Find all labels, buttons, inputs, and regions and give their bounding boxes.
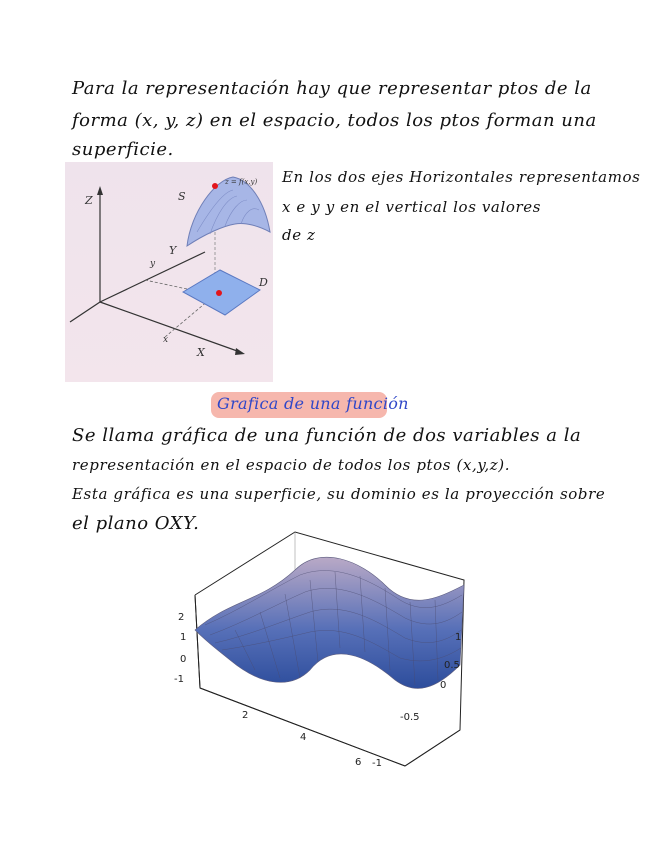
z-tick-label: -1 xyxy=(174,674,184,685)
left-axis-line xyxy=(70,302,100,322)
y-axis-label: Y xyxy=(169,244,177,257)
y-tick-label: -1 xyxy=(372,758,382,769)
surface-point xyxy=(212,183,218,189)
plot-box-edge xyxy=(200,688,405,766)
y-tick-label: -0.5 xyxy=(400,712,420,723)
z-tick-label: 0 xyxy=(180,654,187,665)
plot-box-edge xyxy=(405,730,460,766)
domain-surface-figure xyxy=(65,162,273,382)
x-point-label: x xyxy=(163,335,169,345)
surface-label: S xyxy=(178,190,186,203)
function-label: z = f(x,y) xyxy=(225,178,258,186)
note-line: forma (x, y, z) en el espacio, todos los ptos forman una xyxy=(72,110,597,131)
section-heading-text: Grafica de una función xyxy=(217,394,409,413)
side-note-line: de z xyxy=(282,226,316,244)
domain-point xyxy=(216,290,222,296)
note-line: Para la representación hay que representar ptos de la xyxy=(72,78,592,99)
note-line: Se llama gráfica de una función de dos variables a la xyxy=(72,425,582,446)
side-note-line: En los dos ejes Horizontales representamos xyxy=(282,168,641,186)
note-line: Esta gráfica es una superficie, su dominio es la proyección sobre xyxy=(72,485,606,503)
note-line: superficie. xyxy=(72,139,174,160)
x-tick-label: 4 xyxy=(300,732,307,743)
y-tick-label: 0 xyxy=(440,680,447,691)
side-note-line: x e y y en el vertical los valores xyxy=(282,198,542,216)
domain-label: D xyxy=(259,276,268,289)
note-line: el plano OXY. xyxy=(72,513,200,534)
surface-mesh xyxy=(195,557,464,688)
x-tick-label: 2 xyxy=(242,710,249,721)
y-tick-label: 1 xyxy=(455,632,462,643)
surface-plot-figure xyxy=(160,530,474,776)
y-tick-label: 0.5 xyxy=(444,660,460,671)
z-axis-arrow xyxy=(97,186,103,195)
x-axis-label: X xyxy=(197,346,205,359)
section-heading xyxy=(211,392,409,418)
plot-box-edge xyxy=(195,595,200,688)
surface-shape xyxy=(187,177,270,246)
note-line: representación en el espacio de todos los ptos (x,y,z). xyxy=(72,456,511,474)
z-tick-label: 2 xyxy=(178,612,185,623)
x-axis-arrow xyxy=(235,348,245,355)
z-tick-label: 1 xyxy=(180,632,187,643)
z-axis-label: Z xyxy=(85,194,93,207)
y-point-label: y xyxy=(150,259,156,269)
x-tick-label: 6 xyxy=(355,757,362,768)
